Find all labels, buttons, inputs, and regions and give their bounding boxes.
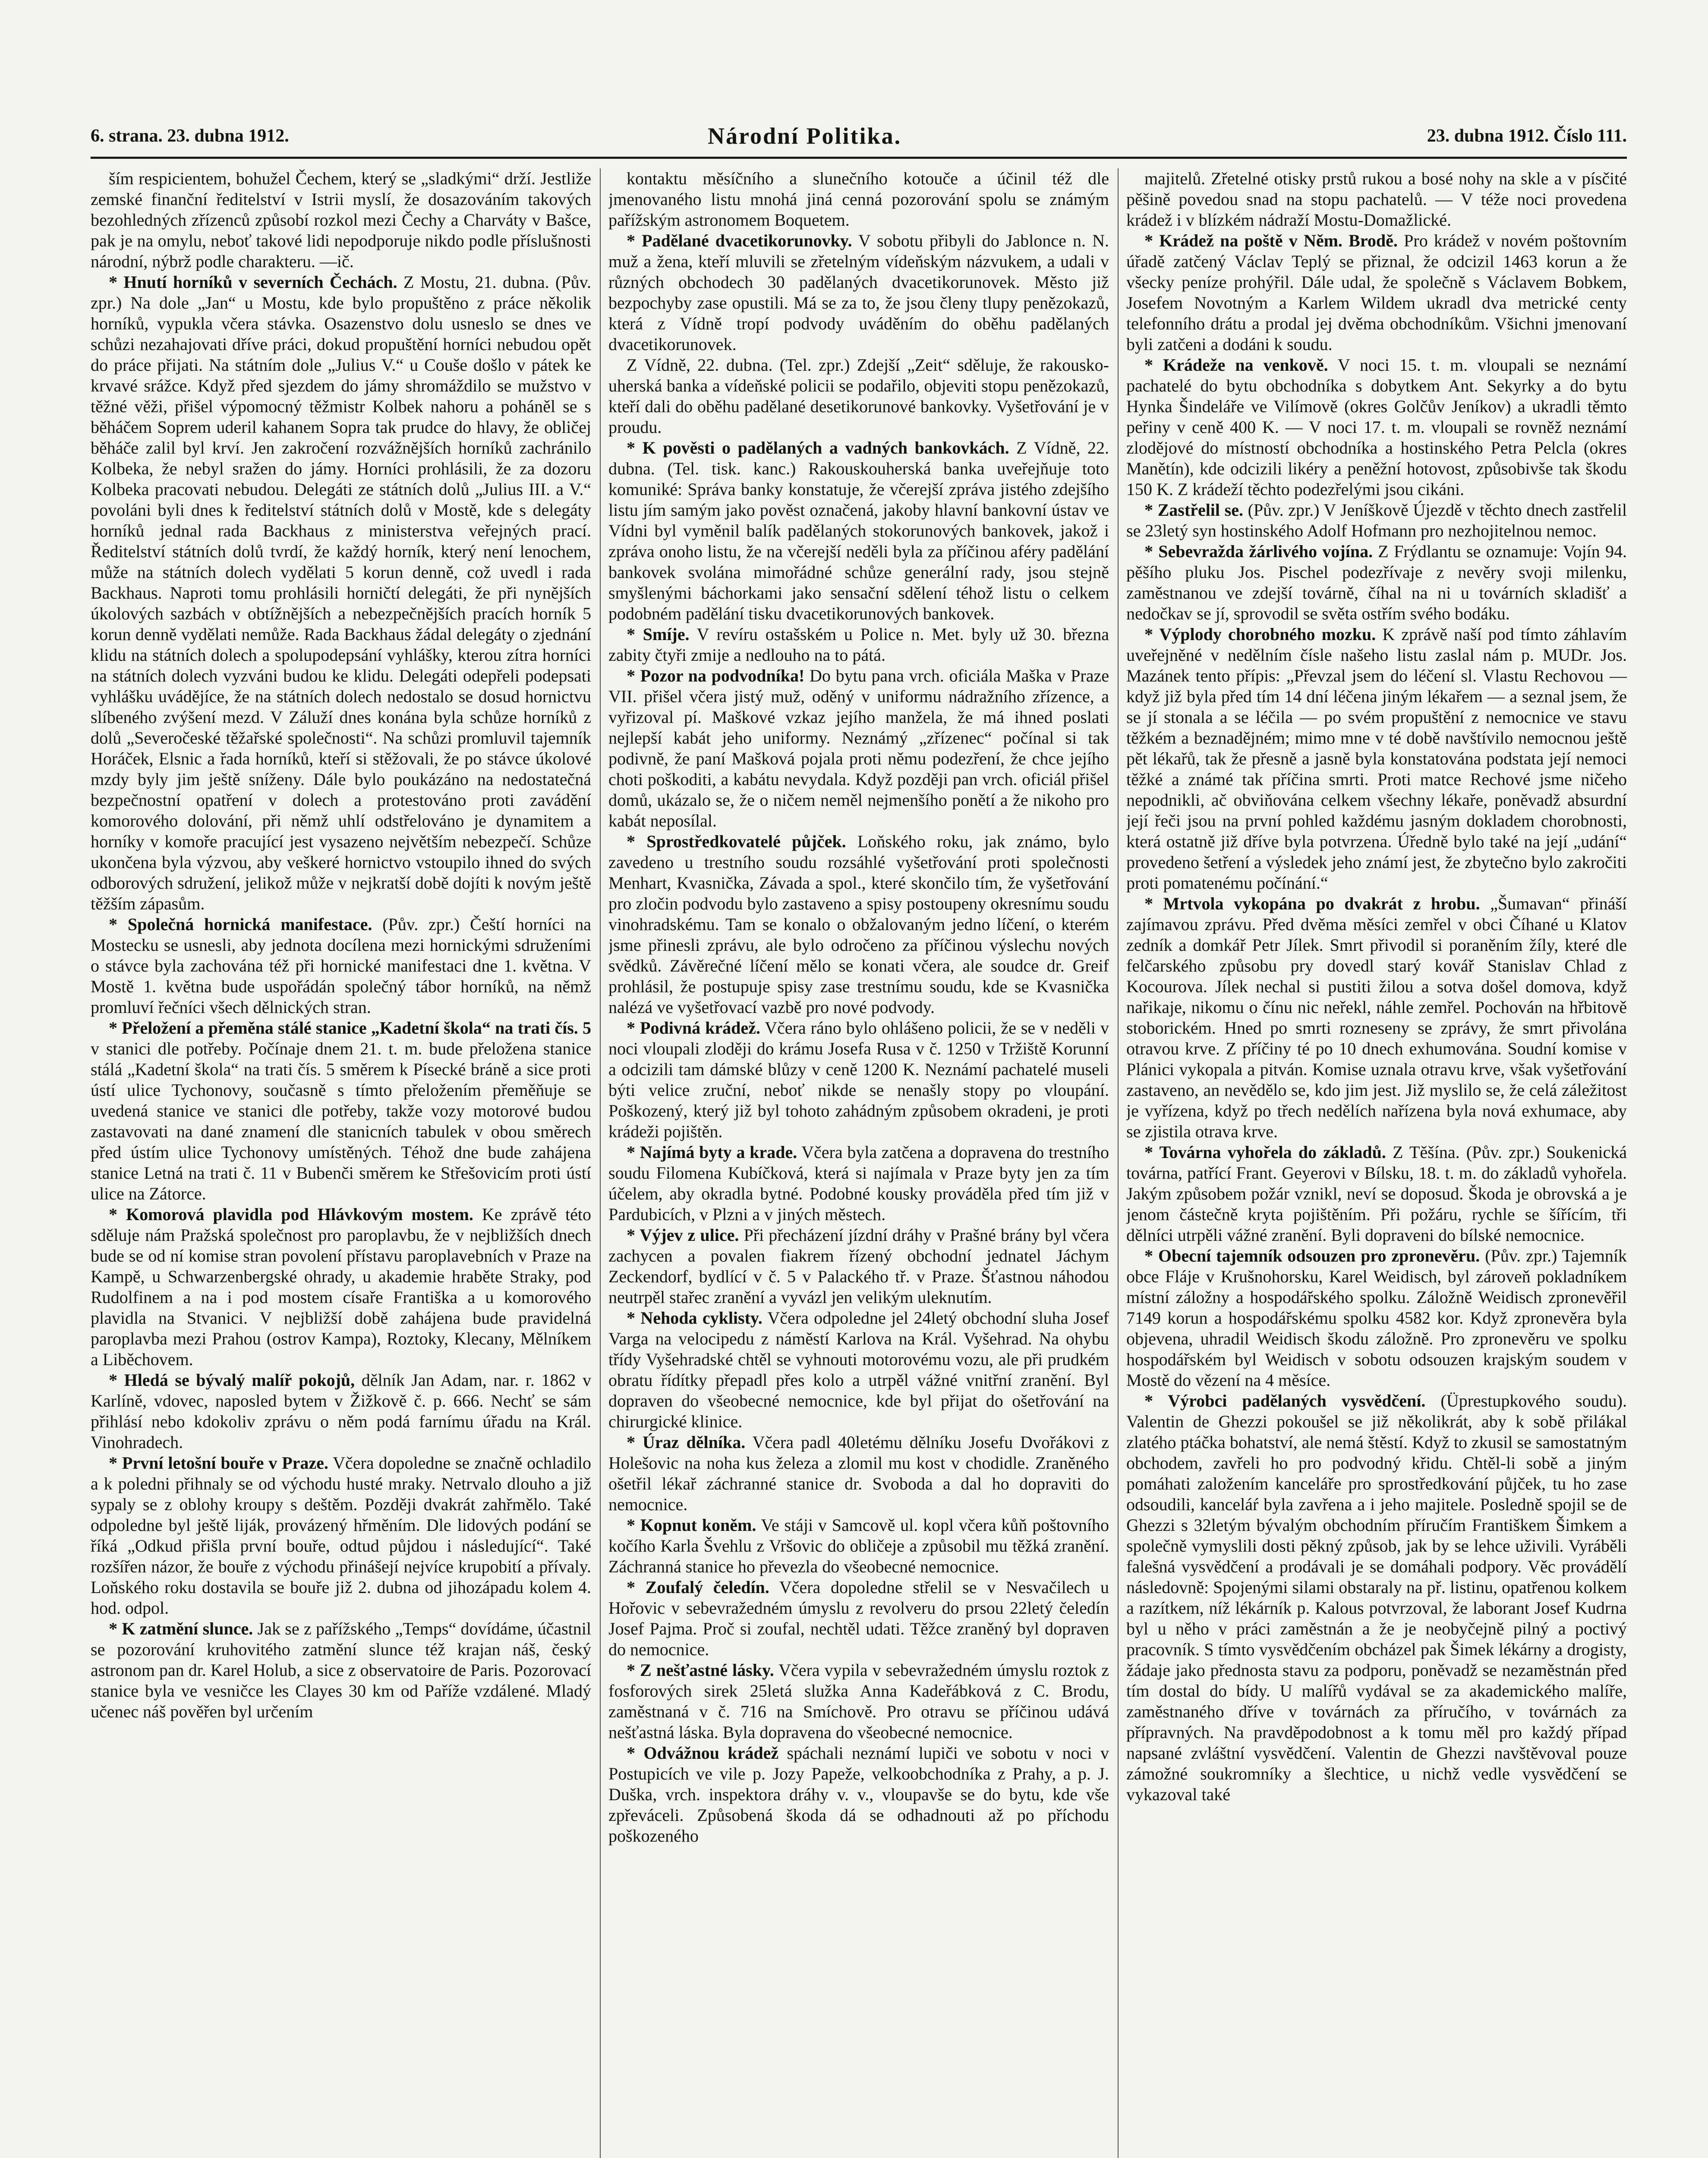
article-paragraph [1126,230,1627,355]
article-paragraph [1126,893,1627,1142]
article-paragraph [608,168,1109,230]
article-headline: * Krádež na poště v Něm. Brodě. [1144,231,1398,250]
article-paragraph [608,1142,1109,1225]
article-text: ším respicientem, bohužel Čechem, který se „sladkými“ drží. Jestliže zemské finanční ředitelství v Istrii myslí, že dosazováním takových bezohledných zřízenců způsobí rozkol mezi Čechy a Charváty v Bašce, pak je na omylu, neboť takové lidi nepodporuje nikdo podle příslušnosti národní, nýbrž podle charakteru. —ič. [91,169,591,271]
article-text: K zprávě naší pod tímto záhlavím uveřejněné v nedělním čísle našeho listu zaslal nám p. MUDr. Jos. Mazánek tento přípis: „Převzal jsem do léčení sl. Vlastu Rechovou — když již byla před tím 14 dní léčena jiným lékařem — a seznal jsem, že se jí stonala a se léčila — po svém propuštění z nemocnice ve stavu těžkém a beznadějném; mimo mne v té době navštívilo nemocnou ještě pět lékařů, tak že přesně a jasně byla konstatována podstata její nemoci těžké a známé tak příčina smrti. Proti matce Rechové jsme ničeho nepodnikli, ač obviňována celkem všechny lékaře, poněvadž absurdní její řeči jsou na první pohled každému jasným dokladem chorobnosti, která ostatně již dříve byla potvrzena. Úředně bylo také na její „udání“ provedeno šetření a výsledek jeho známí jest, že zbytečno bylo zakročiti proti pomatenému počínání.“ [1126,625,1627,893]
article-headline: * Najímá byty a krade. [627,1142,797,1162]
article-text: V noci 15. t. m. vloupali se neznámí pachatelé do bytu obchodníka s dobytkem Ant. Sekyrky a do bytu Hynka Šindeláře ve Vilímově (okres Golčův Jeníkov) a ukradli těmto peřiny v ceně 400 K. — V noci 17. t. m. vloupali se rovněž neznámí zlodějové do místností obchodníka a hostinského Petra Pelcla (okres Manětín), kde odcizili likéry a peněžní hotovost, způsobivše tak škodu 150 K. Z krádeží těchto podezřelými jsou cikáni. [1126,355,1627,499]
article-paragraph [608,1660,1109,1743]
article-paragraph [91,1370,591,1453]
article-text: Včera ráno bylo ohlášeno policii, že se v neděli v noci vloupali zloději do krámu Josefa Rusa v č. 1250 v Tržiště Korunní a odcizili tam dámské blůzy v ceně 1200 K. Neznámí pachatelé museli býti velice zruční, neboť nikde se nenašly stopy po vloupání. Poškozený, který již byl tohoto zahádným způsobem okradeni, je proti krádeži pojištěn. [608,1018,1109,1141]
column-divider [600,168,601,2158]
newspaper-title: Národní Politika. [708,123,902,149]
article-text: Včera vypila v sebevražedném úmyslu roztok z fosforových sirek 25letá služka Anna Kadeřábková z C. Brodu, zaměstnaná v č. 716 na Smíchově. Pro otravu se příčinou udává nešťastná láska. Byla dopravena do všeobecné nemocnice. [608,1660,1109,1742]
article-headline: * Hnutí horníků v severních Čechách. [109,272,397,292]
article-text: Včera odpoledne jel 24letý obchodní sluha Josef Varga na velocipedu z náměstí Karlova na Král. Vyšehrad. Na ohybu třídy Vyšehradské chtěl se vyhnouti motorovému vozu, ale při prudkém obratu řídítky přepadl přes kolo a utrpěl vážné vnitřní zranění. Byl dopraven do všeobecné nemocnice, kde byl přijat do ošetřování na chirurgické klinice. [608,1308,1109,1431]
article-paragraph [1126,541,1627,624]
article-text: Z Vídně, 22. dubna. (Tel. zpr.) Zdejší „Zeit“ sděluje, že rakousko-uherská banka a vídeňské policii se podařilo, objeviti stopu penězokazů, kteří dali do oběhu padělané desetikorunové bankovky. Vyšetřování je v proudu. [608,355,1109,437]
article-text: (Üprestupkového soudu). Valentin de Ghezzi pokoušel se již několikrát, aby k sobě přilákal zlatého ptáčka bohatství, ale nemá štěstí. Když to zkusil se samostatným obchodem, zavřeli ho pro podvodný křidu. Chtěl-li sobě a jiným pomáhati založením kanceláře pro sprostředkování půjček, tu ho zase odsoudili, kanceláŕ byla zavřena a i jeho majitele. Posledně spojil se de Ghezzi s 32letým bývalým obchodním příručím Františkem Šimkem a společně vymyslili dosti pěkný způsob, jak by se lehce uživili. Vyráběli falešná vysvědčení a prodávali je se domáhali podpory. Věc provádělí následovně: Spojenými silami obstaraly na př. listinu, opatřenou kolkem a razítkem, níž lékárník p. Kalous potvrzoval, že laborant Josef Kudrna byl u něho v práci zaměstnán a že je neobyčejně pilný a poctivý pracovník. S tímto vysvědčením obcházel pak Šimek lékárny a drogisty, žádaje jako přednosta stavu za podporu, poněvadž se nezaměstnán před tím dostal do bídy. U malířů vydával se za akademického malíře, zaměstnaného dříve v továrnách za příručího, v továrnách za přípravných. Na pravděpodobnost a k tomu měl pro každý případ napsané zvláštní vysvědčení. Valentin de Ghezzi navštěvoval pouze zámožné soukromníky a šlechtice, u nichž vedle vysvědčení se vykazoval také [1126,1391,1627,1804]
article-text: Pro krádež v novém poštovním úřadě zatčený Václav Teplý se přiznal, že odcizil 1463 korun a že všecky peníze prohýřil. Dále udal, že společně s Václavem Bobkem, Josefem Novotným a Karlem Wildem ukradl dva metrické centy telefonního drátu a prodal jej dvěma obchodníkům. Všichni jmenovaní byli zatčeni a dodáni k soudu. [1126,231,1627,354]
article-paragraph [1126,500,1627,541]
article-headline: * Mrtvola vykopána po dvakrát z hrobu. [1144,894,1480,913]
article-text: V revíru ostašském u Police n. Met. byly už 30. března zabity čtyři zmije a nedlouho na to pátá. [608,625,1109,665]
article-text: Při přecházení jízdní dráhy v Prašné brány byl včera zachycen a povalen fiakrem řízený obchodní jednatel Jáchym Zeckendorf, bydlící v č. 5 v Palackého tř. v Praze. Šťastnou náhodou neutrpěl stařec zranění a vyvázl jen velikým uleknutím. [608,1225,1109,1307]
article-text: Jak se z pařížského „Temps“ dovídáme, účastnil se pozorování kruhovitého zatmění slunce též krajan náš, český astronom pan dr. Karel Holub, a sice z observatoire de Paris. Pozorovací stanice byla ve vesničce les Clayes 30 km od Paříže vzdálené. Mladý učenec náš pověřen byl určením [91,1619,591,1721]
article-text: Z Mostu, 21. dubna. (Pův. zpr.) Na dole „Jan“ u Mostu, kde bylo propuštěno z práce několik horníků, vypukla včera stávka. Osazenstvo dolu usneslo se dnes ve schůzi nezahajovati dříve práci, dokud propuštění horníci nebudou opět do práce přijati. Na státním dole „Julius V.“ u Couše došlo v pátek ke krvavé srážce. Když před sjezdem do jámy shromáždilo se mužstvo v těžné věži, přišel výpomocný těžmistr Kolbek nahoru a poháněl se s běháčem Soprem uderil kahanem Sopra tak prudce do hlavy, že obličej běháče zalil byl krví. Jen zakročení rozvážnějších horníků zachránilo Kolbeka, že nebyl sražen do jámy. Horníci prohlásili, že za dozoru Kolbeka pracovati nebudou. Delegáti ze státních dolů „Julius III. a V.“ povoláni byli dnes k ředitelství státních dolů v Mostě, kde s delegáty horníků jednal rada Backhaus z ministerstva veřejných prací. Ředitelství státních dolů tvrdí, že každý horník, který není lenochem, může na státních dolech vydělati 5 korun denně, což uvedl i rada Backhaus. Naproti tomu prohlásili horničtí delegáti, že při nynějších úkolových sazbách v obtížnějších a nebezpečnějších pracích horník 5 korun denně vydělati nemůže. Rada Backhaus žádal delegáty o zjednání klidu na státních dolech a spolupodepsání vyhlášky, kterou zítra horníci na státních dolech vyzváni budou ke klidu. Delegáti odepřeli podepsati vyhlášku uvádějíce, že na státních dolech nedostalo se dosud hornictvu slíbeného zvýšení mezd. V Záluží dnes konána byla schůze horníků z dolů „Severočeské těžařské společnosti“. Na schůzi promluvil tajemník Horáček, Elsnic a řada horníků, kteří si stěžovali, že po stávce úkolové mzdy byly jim ještě sníženy. Dále bylo poukázáno na nedostatečná bezpečnostní opatření v dolech a protestováno proti zavádění komorového dolování, při němž uhlí odstřelováno je dynamitem a horníky v komoře pracující jest vysazeno největším nebezpečí. Schůze ukončena byla výzvou, aby veškeré hornictvo vstoupilo ihned do svých odborových sdružení, jelikož může v nejkratší době dojíti k novým ještě těžším zápasům. [91,272,591,913]
article-headline: * Společná hornická manifestace. [109,915,372,934]
article-headline: * Komorová plavidla pod Hlávkovým mostem. [109,1205,473,1224]
article-headline: * K zatmění slunce. [109,1619,253,1638]
article-text: Včera padl 40letému dělníku Josefu Dvořákovi z Holešovic na noha kus železa a zlomil mu kost v chodidle. Zraněného ošetřil lékař záchranné stanice dr. Svoboda a dal ho dopraviti do nemocnice. [608,1432,1109,1514]
column-3 [1126,168,1627,2158]
article-headline: * Padělané dvacetikorunovky. [627,231,852,250]
article-headline: * Smíje. [627,625,690,644]
article-text: Z Frýdlantu se oznamuje: Vojín 94. pěšího pluku Jos. Pischel podezřívaje z nevěry svoji milenku, zaměstnanou ve zdejší továrně, číhal na ni u továrních skladišť a nedočkav se jí, sprovodil se světa ostřím svého bodáku. [1126,542,1627,623]
article-paragraph [608,1432,1109,1515]
article-headline: * Výplody chorobného mozku. [1144,625,1376,644]
article-paragraph [1126,1246,1627,1391]
article-paragraph [91,1204,591,1370]
article-text: spáchali neznámí lupiči ve sobotu v noci v Postupicích ve vile p. Jozy Papeže, velkoobchodníka z Prahy, a p. J. Duška, vrch. inspektora dráhy v. v., vloupavše se do bytu, kde vše zpřeváceli. Způsobená škoda dá se odhadnouti až po příchodu poškozeného [608,1743,1109,1846]
article-paragraph [608,1308,1109,1432]
article-text: Z Vídně, 22. dubna. (Tel. tisk. kanc.) Rakouskouherská banka uveřejňuje toto komuniké: Správa banky konstatuje, že včerejší zpráva jistého zdejšího listu jím samým jako pověst označená, jakoby hlavní bankovní ústav ve Vídni byl vyměnil balík padělaných stokorunových bankovek, jakož i zpráva onoho listu, že na včerejší neděli byla za příčinou aféry padělání bankovek svolána mimořádné schůze generální rady, jsou stejně smyšlenými báchorkami jako sensační sdělení téhož listu o celkem podobném padělání tisku dvacetikorunových bankovek. [608,438,1109,623]
article-text: dělník Jan Adam, nar. r. 1862 v Karlíně, vdovec, naposled bytem v Žižkově č. p. 666. Nechť se sám přihlásí nebo kdokoliv zprávu o něm podá farnímu úřadu na Král. Vinohradech. [91,1370,591,1452]
newspaper-page [91,119,1627,2158]
article-paragraph [608,438,1109,624]
article-paragraph [1126,624,1627,893]
article-paragraph [608,831,1109,1018]
article-paragraph [608,1515,1109,1577]
column-divider [1118,168,1119,2158]
article-text: V sobotu přibyli do Jablonce n. N. muž a žena, kteří mluvili se zřetelným vídeňským názvukem, a udali v různých obchodech 30 padělaných dvacetikorunovek. Město již bezpochyby zase opustili. Má se za to, že jsou členy tlupy penězokazů, která z Vídně tropí podvody uváděním do oběhu padělaných dvacetikorunovek. [608,231,1109,354]
article-headline: * První letošní bouře v Praze. [109,1453,328,1473]
article-paragraph [608,230,1109,355]
article-paragraph [1126,168,1627,230]
article-paragraph [91,914,591,1018]
article-text: Včera dopoledne střelil se v Nesvačilech u Hořovic v sebevražedném úmyslu z revolveru do prsou 22letý čeledín Josef Pajma. Proč si zoufal, nechtěl udati. Těžce zraněný byl dopraven do nemocnice. [608,1577,1109,1659]
issue-date-number: 23. dubna 1912. Číslo 111. [1427,126,1627,146]
article-headline: * Nehoda cyklisty. [627,1308,763,1328]
article-text: Loňského roku, jak známo, bylo zavedeno u trestního soudu rozsáhlé vyšetřování proti společnosti Menhart, Kvasnička, Závada a spol., které skončilo tím, že vyšetřování pro zločin podvodu bylo zastaveno a spisy postoupeny okresnímu soudu vinohradskému. Tam se konalo o obžalovaným jedno líčení, o kterém jsme přinesli zprávu, ale bylo odročeno za příčinou výslechu nových svědků. Závěrečné líčení mělo se konati včera, ale soudce dr. Greif prohlásil, že postupuje spisy zase trestnímu soudu, kde se Kvasnička nalézá ve vyšetřovací vazbě pro nové podvody. [608,832,1109,1017]
article-paragraph [91,272,591,914]
page-number-date: 6. strana. 23. dubna 1912. [91,126,289,146]
article-headline: * Sprostředkovatelé půjček. [627,832,846,851]
article-paragraph [608,355,1109,438]
article-headline: * Odvážnou krádež [627,1743,779,1763]
article-headline: * Zastřelil se. [1144,500,1243,520]
article-text: Včera byla zatčena a dopravena do trestního soudu Filomena Kubíčková, která si najímala v Praze byty jen za tím účelem, aby okradla bytné. Podobné kousky prováděla před tím již v Pardubicích, v Plzni a v jiných městech. [608,1142,1109,1224]
article-headline: * Sebevražda žárlivého vojína. [1144,542,1373,561]
article-headline: * Z nešťastné lásky. [627,1660,774,1680]
article-text: „Šumavan“ přináší zajímavou zprávu. Před dvěma měsíci zemřel v obci Číhané u Klatov zedník a domkář Petr Jílek. Smrt přivodil si poraněním žíly, které dle felčarského způsobu pry dovedl starý kovář Stanislav Chlad z Kocourova. Jílek nechal si pustiti žilou a sotva došel domova, když nařikaje, nikomu o čínu nic neřekl, náhle zemřel. Pochován na hřbitově stoborickém. Hned po smrti rozneseny se zprávy, že smrt přivolána otravou krve. Z příčiny té po 10 dnech exhumována. Soudní komise v Plánici vykopala a pitván. Komise uznala otravu krve, však vyšetřování zastaveno, an nevědělo se, kdo jim jest. Již myslilo se, že celá záležitost je vyřízena, když po třech nedělích nařízena byla nová exhumace, aby se zjistila otrava krve. [1126,894,1627,1141]
article-text: (Pův. zpr.) Čeští horníci na Mostecku se usnesli, aby jednota docílena mezi hornickými sdruženími o stávce byla zachována též při hornické manifestaci dne 1. května. V Mostě 1. května bude uspořádán společný tábor horníků, na němž promluví řečníci všech dělnických stran. [91,915,591,1017]
article-text: Z Těšína. (Pův. zpr.) Soukenická továrna, patřící Frant. Geyerovi v Bílsku, 18. t. m. do základů vyhořela. Jakým způsobem požár vznikl, neví se doposud. Škoda je obrovská a je jenom částečně kryta pojištěním. Při požáru, rychle se šířícím, tři dělníci utrpěli vážné zranění. Byli dopraveni do bílské nemocnice. [1126,1142,1627,1245]
article-headline: * K pověsti o padělaných a vadných bankovkách. [627,438,1009,457]
article-headline: * Výjev z ulice. [627,1225,739,1245]
article-headline: * Pozor na podvodníka! [627,666,805,685]
article-headline: * Obecní tajemník odsouzen pro zpronevěru. [1144,1246,1480,1265]
article-text: Ke zprávě této sděluje nám Pražská společnost pro paroplavbu, že v nejbližších dnech bude se od ní komise stran povolení přístavu paroplavebních v Praze na Kampě, u Schwarzenbergské ohrady, u akademie hraběte Straky, pod Rudolfinem a na i pod mostem císaře Františka a u komorového plavidla na Stvanici. V nejbližší době zahájena bude pravidelná paroplavba mezi Prahou (ostrov Kampa), Roztoky, Klecany, Mělníkem a Liběchovem. [91,1205,591,1369]
article-headline: * Podivná krádež. [627,1018,760,1038]
article-text: majitelů. Zřetelné otisky prstů rukou a bosé nohy na skle a v písčité pěšině povedou snad na stopu pachatelů. — V téže noci provedena krádež i v blízkém nádraží Mostu-Domažlické. [1126,169,1627,230]
article-paragraph [91,1018,591,1204]
article-headline: * Výrobci padělaných vysvědčení. [1144,1391,1426,1410]
article-paragraph [91,1453,591,1618]
article-paragraph [1126,1142,1627,1246]
article-text: v stanici dle potřeby. Počínaje dnem 21. t. m. bude přeložena stanice stálá „Kadetní škola“ na trati čís. 5 směrem k Písecké bráně a sice proti ústí ulice Tychonovy, současně s tímto přeložením přeměňuje se uvedená stanice ve stanici dle potřeby, takže vozy motorové budou zastavovati na dané znamení dle stanicních tabulek v obou směrech před ústím ulice Tychonovy umístěných. Téhož dne bude zahájena stanice Letná na trati č. 11 v Bubenči směrem ke Střešovicím proti ústí ulice na Zátorce. [91,1039,591,1203]
article-paragraph [91,168,591,272]
article-paragraph [608,1225,1109,1308]
article-text: (Pův. zpr.) V Jeníškově Újezdě v těchto dnech zastřelil se 23letý syn hostinského Adolf Hofmann pro nezhojitelnou nemoc. [1126,500,1627,540]
article-headline: * Kopnut koněm. [627,1515,756,1535]
article-headline: * Přeložení a přeměna stálé stanice „Kadetní škola“ na trati čís. 5 [109,1018,591,1038]
article-paragraph [608,624,1109,666]
article-paragraph [608,1018,1109,1142]
masthead [91,119,1627,153]
column-1 [91,168,591,2158]
article-text: Včera dopoledne se značně ochladilo a k poledni přihnaly se od východu husté mraky. Netrvalo dlouho a již sypaly se z oblohy kroupy s deštěm. Později dvakrát zahřmělo. Také odpoledne byl ještě liják, provázený hřměním. Dle lidových podání se říká „Odkud přišla první bouře, odtud půjdou i následující“. Také rozšířen názor, že bouře z východu přinášejí nejvíce krupobití a přívaly. Loňského roku dostavila se bouře již 2. dubna od jihozápadu kolem 4. hod. odpol. [91,1453,591,1618]
article-text: (Pův. zpr.) Tajemník obce Fláje v Krušnohorsku, Karel Weidisch, byl zároveň pokladníkem místní záložny a hospodářského spolku. Záložně Weidisch zpronevěřil 7149 korun a hospodářskému spolku 4582 kor. Když zpronevěra byla objevena, uhradil Weidisch škodu záložně. Pro zpronevěru ve spolku hospodářském byl Weidisch v sobotu odsouzen krajským soudem v Mostě do vězení na 4 měsíce. [1126,1246,1627,1390]
article-paragraph [608,1577,1109,1660]
article-paragraph [608,666,1109,831]
article-text: Ve stáji v Samcově ul. kopl včera kůň poštovního kočího Karla Švehlu z Vršovic do obličeje a způsobil mu těžká zranění. Záchranná stanice ho převezla do všeobecné nemocnice. [608,1515,1109,1576]
article-headline: * Továrna vyhořela do základů. [1144,1142,1386,1162]
article-headline: * Krádeže na venkově. [1144,355,1328,375]
article-paragraph [91,1618,591,1722]
article-paragraph [1126,1391,1627,1805]
article-text: Do bytu pana vrch. oficiála Maška v Praze VII. přišel včera jistý muž, oděný v uniformu nádražního zřízence, a vyřizoval pí. Maškové vzkaz jejího manžela, že má ihned poslati nejlepší kabát jeho uniformy. Neznámý „zřízenec“ počínal si tak podivně, že paní Mašková pojala proti němu podezření, že chce jejího choti poškoditi, a kabátu nevydala. Když později pan vrch. oficiál přišel domů, ukázalo se, že o ničem neměl nejmenšího ponětí a že nikoho pro kabát neposílal. [608,666,1109,830]
article-headline: * Zoufalý čeledín. [627,1577,769,1597]
article-headline: * Hledá se bývalý malíř pokojů, [109,1370,355,1390]
masthead-rule [91,157,1627,159]
article-text: kontaktu měsíčního a slunečního kotouče a účinil též dle jmenovaného listu mnohá jiná cenná pozorování spolu se známým pařížským astronomem Boquetem. [608,169,1109,230]
article-headline: * Úraz dělníka. [627,1432,746,1452]
column-2 [608,168,1109,2158]
article-paragraph [608,1743,1109,1846]
article-paragraph [1126,355,1627,500]
